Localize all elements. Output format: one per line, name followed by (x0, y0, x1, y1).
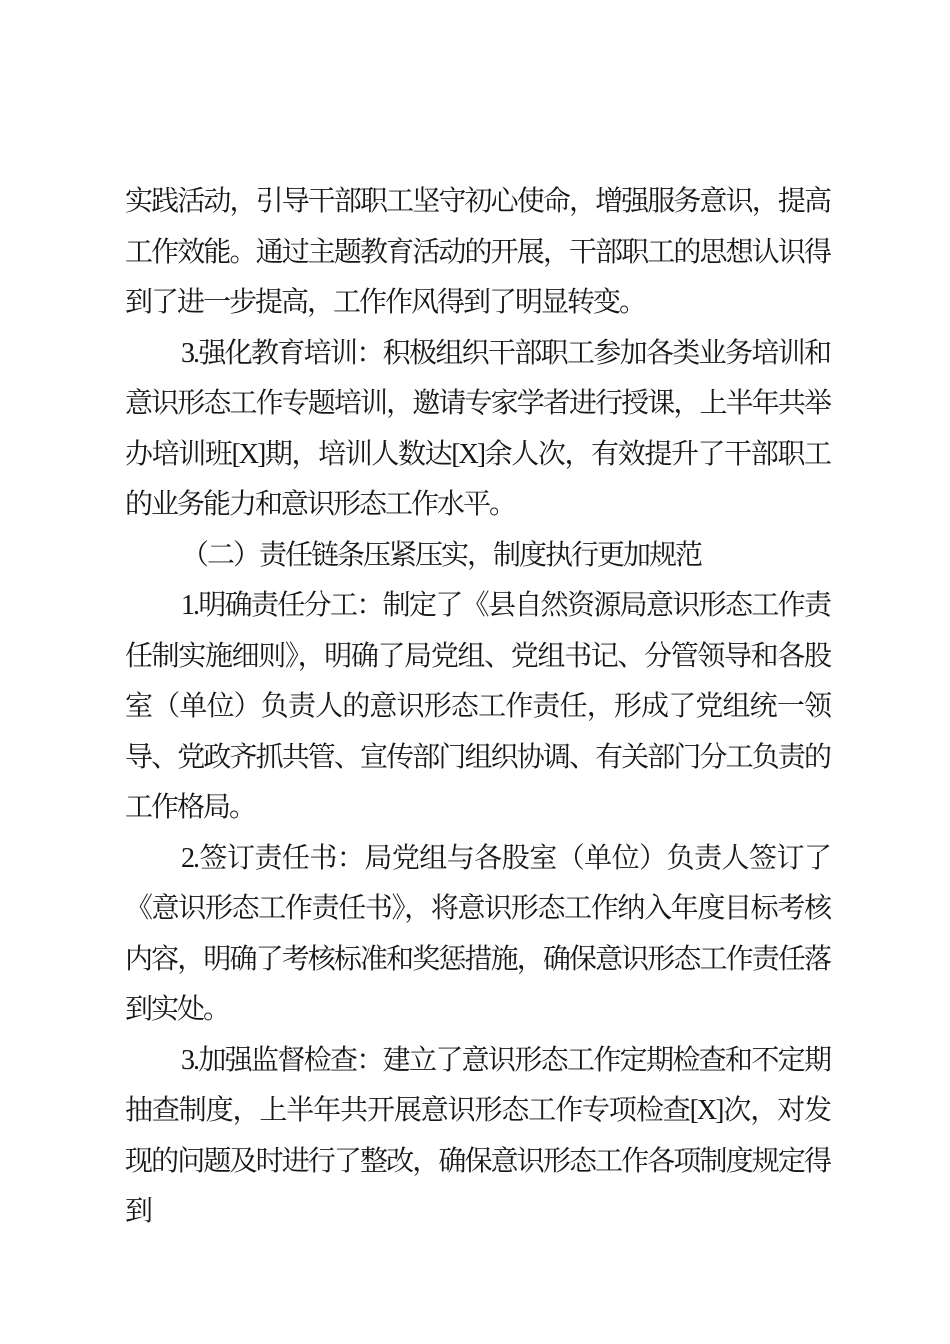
paragraph-item-2-agreements: 2.签订责任书：局党组与各股室（单位）负责人签订了《意识形态工作责任书》，将意识形态工作纳入年度目标考核内容，明确了考核标准和奖惩措施，确保意识形态工作责任落到实处。 (125, 842, 830, 1025)
paragraph-item-1-responsibility: 1.明确责任分工：制定了《县自然资源局意识形态工作责任制实施细则》，明确了局党组、党组书记、分管领导和各股室（单位）负责人的意识形态工作责任，形成了党组统一领导、党政齐抓共管、宣传部门组织协调、有关部门分工负责的工作格局。 (125, 590, 830, 823)
text-block (125, 177, 830, 1238)
paragraph-continuation: 实践活动，引导干部职工坚守初心使命，增强服务意识，提高工作效能。通过主题教育活动的开展，干部职工的思想认识得到了进一步提高，工作作风得到了明显转变。 (125, 186, 830, 318)
paragraph-item-3-training: 3.强化教育培训：积极组织干部职工参加各类业务培训和意识形态工作专题培训，邀请专家学者进行授课，上半年共举办培训班[X]期，培训人数达[X]余人次，有效提升了干部职工的业务能力和意识形态工作水平。 (125, 337, 830, 520)
paragraph-item-3-supervision: 3.加强监督检查：建立了意识形态工作定期检查和不定期抽查制度，上半年共开展意识形态工作专项检查[X]次，对发现的问题及时进行了整改，确保意识形态工作各项制度规定得到 (125, 1044, 830, 1227)
section-heading-2: （二）责任链条压紧压实，制度执行更加规范 (181, 539, 702, 571)
